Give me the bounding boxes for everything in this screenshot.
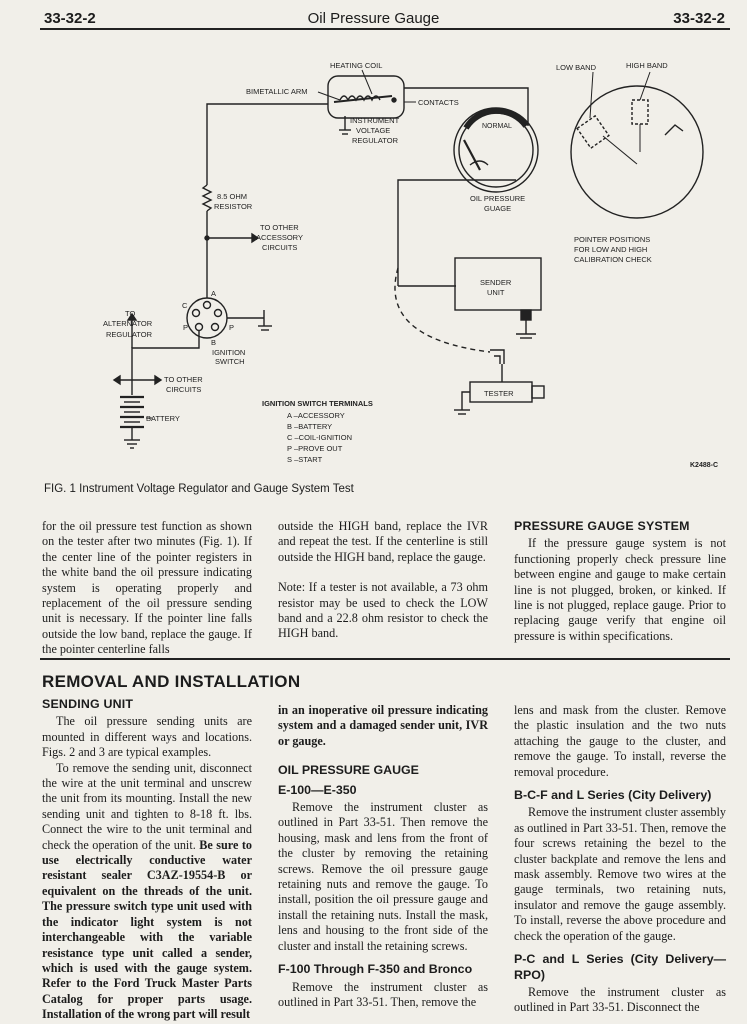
wire-ivr-to-resistor xyxy=(207,104,328,185)
label-ivr-1: INSTRUMENT xyxy=(350,116,400,125)
page-number-left: 33-32-2 xyxy=(44,10,96,27)
label-term-p-left: P xyxy=(183,323,189,332)
paragraph: Remove the instrument cluster assembly as outlined in Part 33-51. Then, remove the four screws retaining the bezel to the cluster backplate and remove the lens and mask assembly. Remove two wires at the gauge terminals, two retaining nuts, insulator and remove the gauge assembly. To install, reverse the above procedure and check the operation of the gauge. xyxy=(514,805,726,943)
label-low-band: LOW BAND xyxy=(556,63,597,72)
label-terminal-a: A –ACCESSORY xyxy=(287,411,345,420)
top-column-1 xyxy=(42,519,252,658)
paragraph-with-bold xyxy=(42,761,252,1023)
top-column-3 xyxy=(514,519,726,644)
paragraph: lens and mask from the cluster. Remove the plastic insulation and the two nuts attaching the gauge to the cluster, and remove the gauge. To install, reverse the removal procedure. xyxy=(514,703,726,779)
section-rule xyxy=(40,658,730,660)
header-rule xyxy=(40,28,730,30)
battery-shape xyxy=(120,397,144,448)
note-paragraph: Note: If a tester is not available, a 73 ohm resistor may be used to check the LOW band and a 22.8 ohm resistor to check the HIGH band. xyxy=(278,580,488,641)
contact-point xyxy=(392,98,396,102)
bottom-column-2 xyxy=(278,703,488,1010)
heading-sending-unit: SENDING UNIT xyxy=(42,697,134,711)
label-resistor-2: RESISTOR xyxy=(214,202,253,211)
paragraph: If the pressure gauge system is not functioning properly check pressure line between engine and gauge to make certain line is not plugged, broken, or kinked. If line is not plugged, replace gauge. Prior to replacing gauge verify that engine oil pressure is within specifications. xyxy=(514,536,726,643)
top-column-2 xyxy=(278,519,488,642)
label-contacts: CONTACTS xyxy=(418,98,459,107)
bottom-column-3 xyxy=(514,703,726,1016)
heading-oil-pressure-gauge: OIL PRESSURE GAUGE xyxy=(278,763,419,778)
label-ignition-1: IGNITION xyxy=(212,348,246,357)
label-ivr-2: VOLTAGE xyxy=(356,126,391,135)
label-ivr-3: REGULATOR xyxy=(352,136,398,145)
label-pointer-3: CALIBRATION CHECK xyxy=(574,255,652,264)
low-band-mark xyxy=(577,116,609,148)
paragraph: for the oil pressure test function as shown on the tester after two minutes (Fig. 1). If the center line of the pointer registers in the white band the oil pressure indicating system is operating properly and replacement of the oil pressure sending unit is necessary. If the pointer line falls outside the low band, replace the gauge. If the pointer centerline falls xyxy=(42,519,252,657)
paragraph-bold xyxy=(278,703,488,749)
section-title: REMOVAL AND INSTALLATION xyxy=(42,672,301,691)
label-tester: TESTER xyxy=(484,389,514,398)
label-bimetallic-arm: BIMETALLIC ARM xyxy=(246,87,308,96)
wire-gauge-to-sender xyxy=(398,180,476,286)
label-battery: BATTERY xyxy=(146,414,180,423)
label-term-c: C xyxy=(182,301,188,310)
paragraph: outside the HIGH band, replace the IVR and repeat the test. If the centerline is still outside the HIGH band, replace the gauge. xyxy=(278,519,488,564)
page-title: Oil Pressure Gauge xyxy=(307,10,440,27)
label-ignition-2: SWITCH xyxy=(215,357,245,366)
paragraph: Remove the instrument cluster as outlined in Part 33-51. Then, remove the xyxy=(278,979,488,1009)
label-accessory-1: TO OTHER xyxy=(260,223,299,232)
paragraph: Remove the instrument cluster as outlined in Part 33-51. Then remove the housing, mask and lens from the front of the cluster by removing the retaining screws. Remove the oil pressure gauge retaining nuts and remove the gauge. To install, position the oil pressure gauge and install the retaining nuts. Install the mask, lens and housing to the front side of the cluster and install the retaining screws. xyxy=(278,800,488,953)
wiring-diagram xyxy=(0,40,747,480)
label-gauge-1: OIL PRESSURE xyxy=(470,194,526,203)
label-other-2: CIRCUITS xyxy=(166,385,202,394)
label-figure-code: K2488-C xyxy=(690,462,719,469)
paragraph: The oil pressure sending units are mounted in different ways and locations. Figs. 2 and 3 are typical examples. xyxy=(42,714,252,760)
label-sender-2: UNIT xyxy=(487,288,505,297)
label-term-p-right: P xyxy=(229,323,235,332)
label-pointer-1: POINTER POSITIONS xyxy=(574,235,651,244)
label-gauge-2: GUAGE xyxy=(484,204,512,213)
bottom-column-1 xyxy=(42,697,252,1023)
label-heating-coil: HEATING COIL xyxy=(330,61,383,70)
label-alt-2: ALTERNATOR xyxy=(103,319,153,328)
label-accessory-3: CIRCUITS xyxy=(262,243,298,252)
high-band-mark xyxy=(632,100,648,124)
heading-pc-l-series: P-C and L Series (City Delivery—RPO) xyxy=(514,952,726,982)
heading-bcf-l-series: B-C-F and L Series (City Delivery) xyxy=(514,788,712,803)
label-alt-3: REGULATOR xyxy=(106,330,152,339)
label-resistor-1: 8.5 OHM xyxy=(217,192,248,201)
heading-f100-f350-bronco: F-100 Through F-350 and Bronco xyxy=(278,962,473,977)
label-normal: NORMAL xyxy=(482,123,512,130)
label-terminal-s: S –START xyxy=(287,455,323,464)
label-terminal-p: P –PROVE OUT xyxy=(287,444,343,453)
label-high-band: HIGH BAND xyxy=(626,61,668,70)
label-accessory-2: ACCESSORY xyxy=(256,233,303,242)
text-run: To remove the sending unit, disconnect the wire at the unit terminal and unscrew the unit from its mounting. Install the new sending unit and tighten to 8-18 ft. lbs. Connect the wire to the unit terminal and check the operation of the unit. xyxy=(42,760,252,852)
label-terminal-c: C –COIL-IGNITION xyxy=(287,433,353,442)
bold-text-run: Be sure to use electrically conductive water resistant sealer C3AZ-19554-B or equivalent on the threads of the unit. The pressure switch type unit used with the indicator light system is not interchangeable with the variable resistance type unit called a sender, which is used with the gauge system. Refer to the Ford Truck Master Parts Catalog for proper parts usage. Installation of the wrong part will result xyxy=(42,837,252,1022)
label-term-b: B xyxy=(211,338,217,347)
label-terminal-b: B –BATTERY xyxy=(287,422,333,431)
bold-text-run: in an inoperative oil pressure indicating system and a damaged sender unit, IVR or gauge. xyxy=(278,703,488,748)
label-other-1: TO OTHER xyxy=(164,375,203,384)
paragraph: Remove the instrument cluster as outlined in Part 33-51. Disconnect the xyxy=(514,984,726,1015)
label-sender-1: SENDER xyxy=(480,278,512,287)
ignition-switch-shape xyxy=(187,298,227,338)
label-alt-1: TO xyxy=(125,309,136,318)
label-pointer-2: FOR LOW AND HIGH xyxy=(574,245,648,254)
resistor-shape xyxy=(203,185,211,211)
heading-pressure-gauge-system: PRESSURE GAUGE SYSTEM xyxy=(514,519,690,533)
label-term-a: A xyxy=(211,289,217,298)
label-terminals-title: IGNITION SWITCH TERMINALS xyxy=(262,399,373,408)
heading-e100-e350: E-100—E-350 xyxy=(278,782,357,797)
figure-caption: FIG. 1 Instrument Voltage Regulator and Gauge System Test xyxy=(44,483,354,495)
page-number-right: 33-32-2 xyxy=(673,10,725,27)
